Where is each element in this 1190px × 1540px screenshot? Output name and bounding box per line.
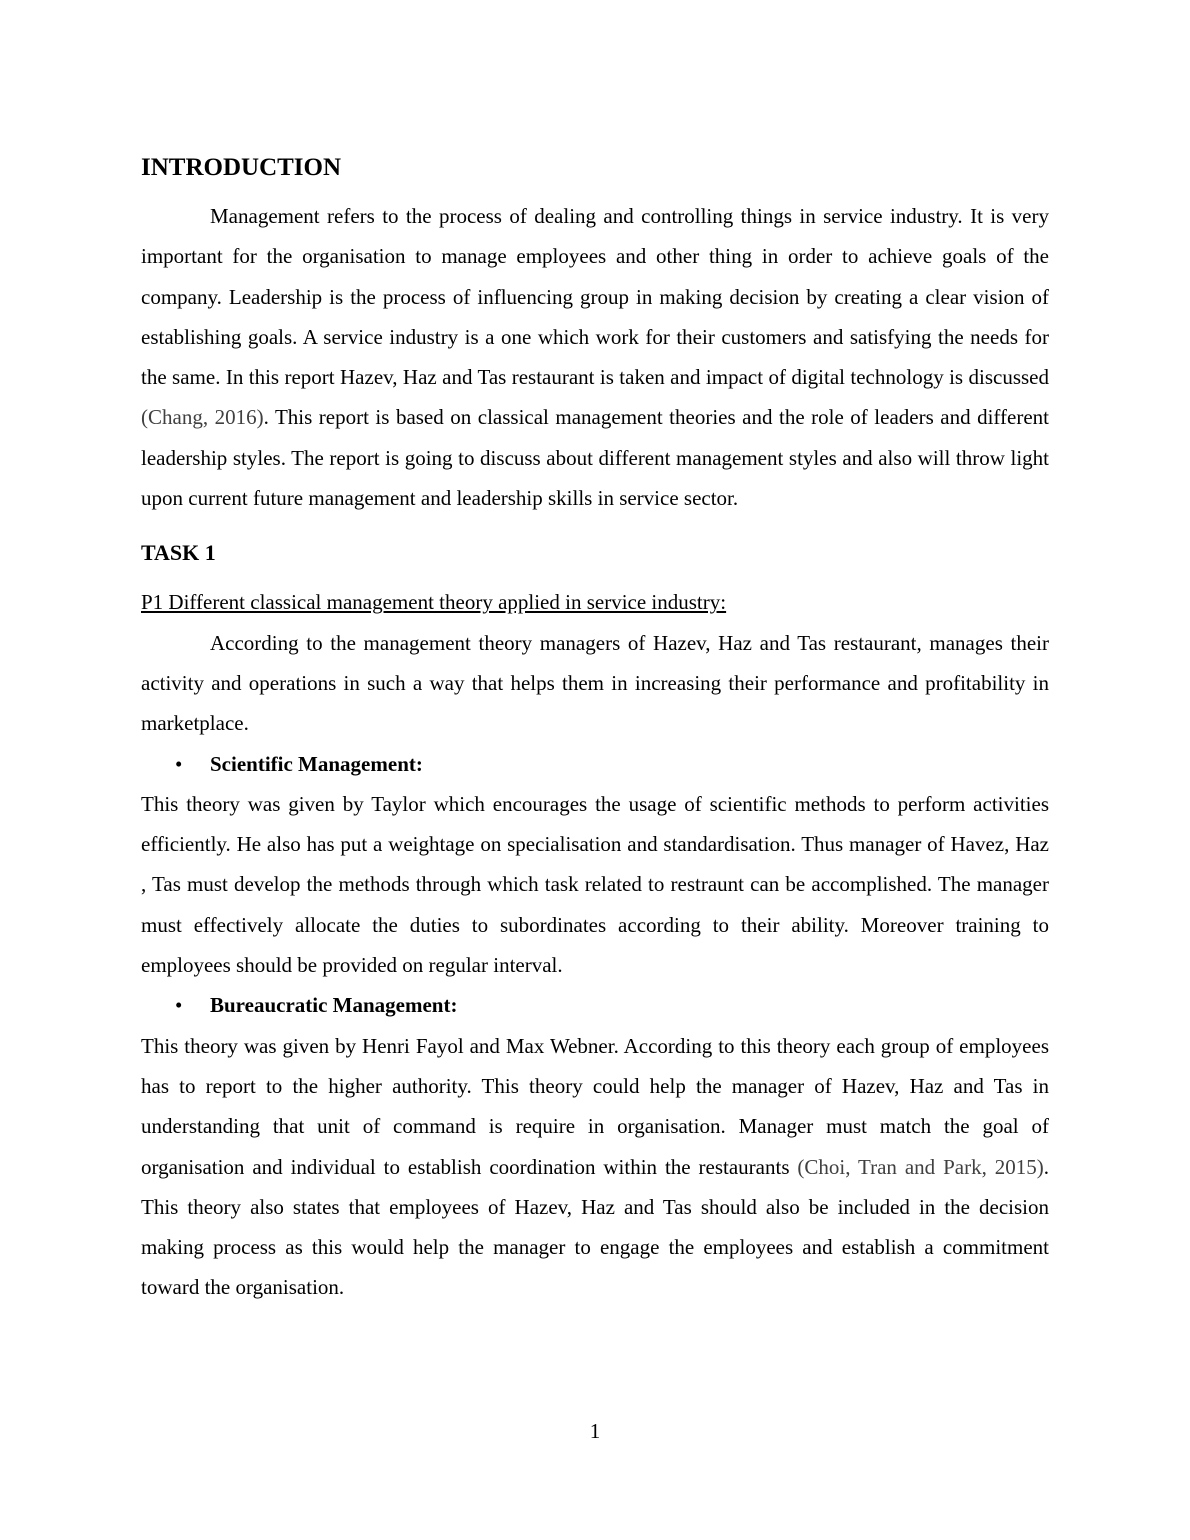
bullet-icon: • [175, 751, 183, 776]
task1-heading: TASK 1 [141, 540, 216, 566]
p1-subheading: P1 Different classical management theory applied in service industry: [141, 590, 727, 615]
bullet-icon: • [175, 993, 183, 1018]
introduction-heading: INTRODUCTION [141, 154, 342, 181]
introduction-text-part-1: Management refers to the process of dealing and controlling things in service industry. It is very important for the organisation to manage employees and other thing in order to achieve goals of the company. Leadership is the process of influencing group in making decision by creating a clear vision of establishing goals. A service industry is a one which work for their customers and satisfying the needs for the same. In this report Hazev, Haz and Tas restaurant is taken and impact of digital technology is discussed [141, 204, 1049, 390]
citation-choi: (Choi, Tran and Park, 2015) [797, 1154, 1044, 1179]
introduction-text-part-2: . This report is based on classical management theories and the role of leaders and different leadership styles. The report is going to discuss about different management styles and also will throw light upon current future management and leadership skills in service sector. [141, 405, 1049, 511]
page-content [141, 148, 1049, 1308]
bullet-bureaucratic-management [141, 985, 1049, 1025]
citation-chang: (Chang, 2016) [141, 405, 264, 430]
bureaucratic-text-part-2: . This theory also states that employees of Hazev, Haz and Tas should also be included in the decision making process as this would help the manager to engage the employees and establish a commitment toward the organisation. [141, 1154, 1049, 1300]
task1-intro-paragraph: According to the management theory managers of Hazev, Haz and Tas restaurant, manages their activity and operations in such a way that helps them in increasing their performance and profitability in marketplace. [141, 630, 1049, 736]
scientific-management-paragraph: This theory was given by Taylor which encourages the usage of scientific methods to perform activities efficiently. He also has put a weightage on specialisation and standardisation. Thus manager of Havez, Haz , Tas must develop the methods through which task related to restraunt can be accomplished. The manager must effectively allocate the duties to subordinates according to their ability. Moreover training to employees should be provided on regular interval. [141, 791, 1049, 978]
bullet-scientific-management [141, 744, 1049, 784]
bureaucratic-text-part-1: This theory was given by Henri Fayol and Max Webner. According to this theory each group of employees has to report to the higher authority. This theory could help the manager of Hazev, Haz and Tas in understanding that unit of command is require in organisation. Manager must match the goal of organisation and individual to establish coordination within the restaurants [141, 1033, 1049, 1179]
bureaucratic-management-title: Bureaucratic Management: [210, 993, 458, 1018]
bureaucratic-management-paragraph [141, 1026, 1049, 1308]
page-number: 1 [589, 1419, 601, 1443]
scientific-management-title: Scientific Management: [210, 751, 423, 776]
introduction-paragraph [141, 196, 1049, 518]
